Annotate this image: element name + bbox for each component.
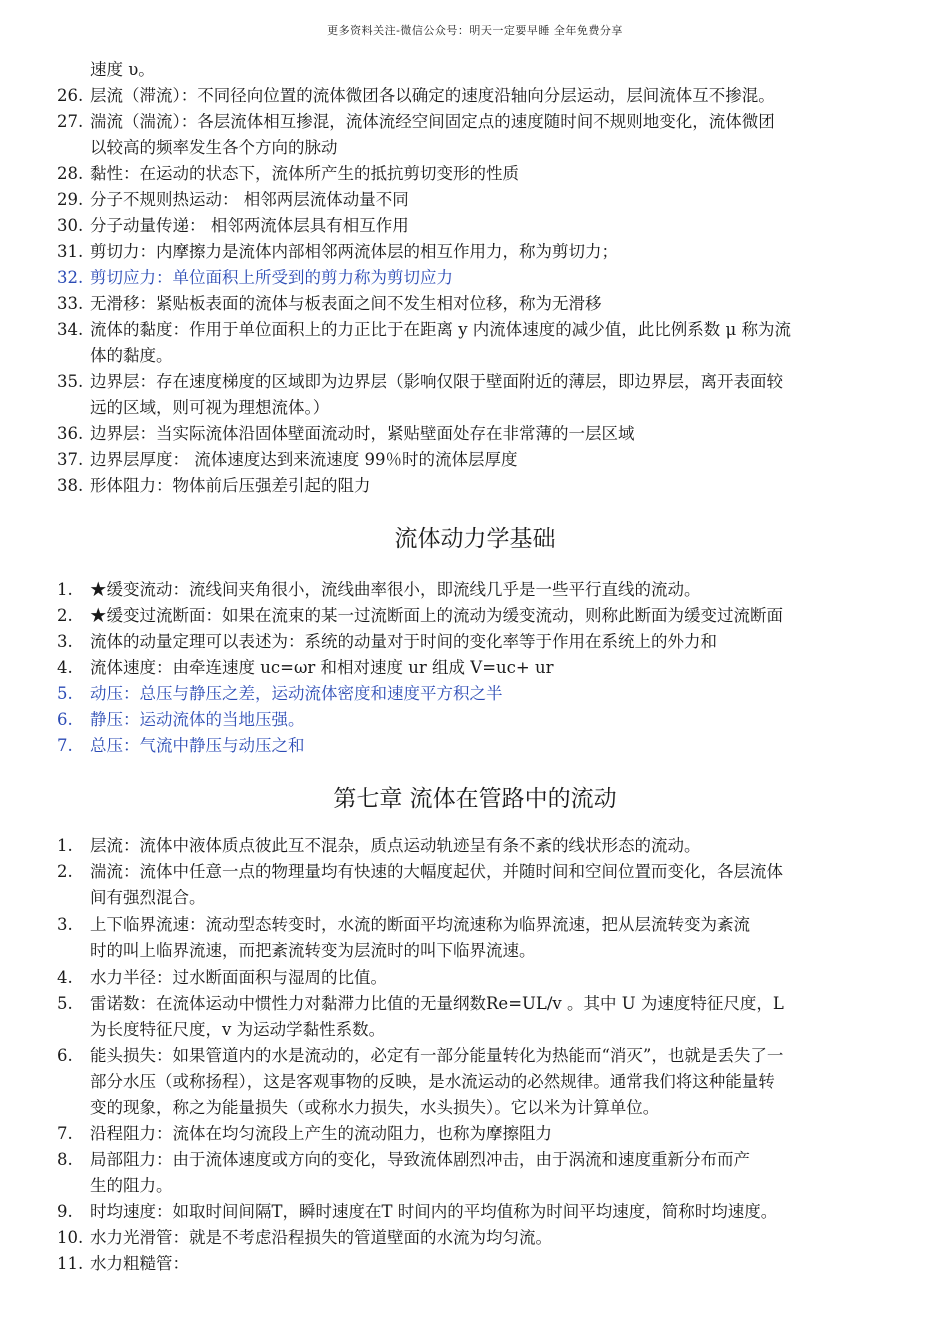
item-text: 时均速度：如取时间间隔T，瞬时速度在T 时间内的平均值称为时间平均速度，简称时均速度。 [90, 1202, 778, 1221]
item-number: 29. [57, 190, 84, 209]
item-number: 9. [57, 1202, 73, 1221]
item-text: 局部阻力：由于流体速度或方向的变化，导致流体剧烈冲击，由于涡流和速度重新分布而产 [90, 1150, 750, 1169]
item-text: 雷诺数：在流体运动中惯性力对黏滞力比值的无量纲数Re=UL/v 。其中 U 为速度特征尺度，L [90, 994, 784, 1013]
item-number: 10. [57, 1228, 84, 1247]
item-number: 31. [57, 242, 84, 261]
item-text: 层流：流体中液体质点彼此互不混杂，质点运动轨迹呈有条不紊的线状形态的流动。 [90, 836, 701, 855]
item-text: 动压：总压与静压之差，运动流体密度和速度平方积之半 [90, 684, 503, 703]
item-text: 湍流：流体中任意一点的物理量均有快速的大幅度起伏，并随时间和空间位置而变化，各层流体 [90, 862, 783, 881]
item-text-continued: 时的叫上临界流速，而把紊流转变为层流时的叫下临界流速。 [90, 941, 536, 960]
item-text: 水力粗糙管： [90, 1254, 189, 1273]
item-text: 沿程阻力：流体在均匀流段上产生的流动阻力，也称为摩擦阻力 [90, 1124, 552, 1143]
item-number: 32. [57, 268, 84, 287]
item-text: 水力光滑管：就是不考虑沿程损失的管道壁面的水流为均匀流。 [90, 1228, 552, 1247]
item-text: 流体速度：由牵连速度 uc=ωr 和相对速度 ur 组成 V=uc+ ur [90, 658, 554, 677]
item-text: 流体的黏度：作用于单位面积上的力正比于在距离 y 内流体速度的减少值，此比例系数 μ 称为流 [90, 320, 792, 339]
item-text: ★缓变流动：流线间夹角很小，流线曲率很小，即流线几乎是一些平行直线的流动。 [90, 580, 701, 599]
item-text: 分子不规则热运动： 相邻两层流体动量不同 [90, 190, 409, 209]
item-text-continued: 远的区域，则可视为理想流体。） [90, 398, 330, 417]
item-text: 边界层：当实际流体沿固体壁面流动时，紧贴壁面处存在非常薄的一层区域 [90, 424, 635, 443]
item-text: 湍流（湍流）：各层流体相互掺混，流体流经空间固定点的速度随时间不规则地变化，流体微团 [90, 112, 775, 131]
item-text: 上下临界流速：流动型态转变时，水流的断面平均流速称为临界流速，把从层流转变为紊流 [90, 915, 750, 934]
item-text: 静压：运动流体的当地压强。 [90, 710, 305, 729]
section-heading-dynamics: 流体动力学基础 [394, 526, 556, 552]
item-text: 总压：气流中静压与动压之和 [90, 736, 305, 755]
item-text: 剪切力：内摩擦力是流体内部相邻两流体层的相互作用力，称为剪切力； [90, 242, 618, 261]
item-text: 水力半径：过水断面面积与湿周的比值。 [90, 968, 387, 987]
item-number: 26. [57, 86, 84, 105]
item-number: 1. [57, 836, 73, 855]
item-number: 38. [57, 476, 84, 495]
item-number: 4. [57, 658, 73, 677]
item-text: 层流（滞流）：不同径向位置的流体微团各以确定的速度沿轴向分层运动，层间流体互不掺混。 [90, 86, 775, 105]
item-number: 34. [57, 320, 84, 339]
item-number: 5. [57, 994, 73, 1013]
item-number: 1. [57, 580, 73, 599]
item-number: 11. [57, 1254, 84, 1273]
page-header: 更多资料关注-微信公众号：明天一定要早睡 全年免费分享 [327, 24, 623, 37]
item-text: 边界层厚度： 流体速度达到来流速度 99％时的流体层厚度 [90, 450, 518, 469]
item-text-continued: 部分水压（或称扬程），这是客观事物的反映，是水流运动的必然规律。通常我们将这种能量转 [90, 1072, 775, 1091]
item-number: 2. [57, 862, 73, 881]
item-text-continued: 为长度特征尺度，v 为运动学黏性系数。 [90, 1020, 386, 1039]
item-text: 边界层：存在速度梯度的区域即为边界层（影响仅限于壁面附近的薄层，即边界层，离开表面较 [90, 372, 783, 391]
item-number: 35. [57, 372, 84, 391]
item-text-continued: 体的黏度。 [90, 346, 173, 365]
item-text: 黏性：在运动的状态下，流体所产生的抵抗剪切变形的性质 [90, 164, 519, 183]
item-number: 8. [57, 1150, 73, 1169]
item-text: 无滑移：紧贴板表面的流体与板表面之间不发生相对位移，称为无滑移 [90, 294, 602, 313]
item-number: 5. [57, 684, 73, 703]
item-number: 37. [57, 450, 84, 469]
section-heading-chapter7: 第七章 流体在管路中的流动 [333, 786, 617, 812]
item-number: 3. [57, 915, 73, 934]
item-text-continued: 变的现象，称之为能量损失（或称水力损失，水头损失）。它以米为计算单位。 [90, 1098, 660, 1117]
item-text-continued: 以较高的频率发生各个方向的脉动 [90, 138, 338, 157]
item-number: 33. [57, 294, 84, 313]
item-number: 7. [57, 1124, 73, 1143]
item-text: 流体的动量定理可以表述为：系统的动量对于时间的变化率等于作用在系统上的外力和 [90, 632, 717, 651]
item-number: 30. [57, 216, 84, 235]
item-number: 7. [57, 736, 73, 755]
item-text-continued: 生的阻力。 [90, 1176, 173, 1195]
item-text: 能头损失：如果管道内的水是流动的，必定有一部分能量转化为热能而“消灭”，也就是丢失了一 [90, 1046, 784, 1065]
item-number: 27. [57, 112, 84, 131]
item-text-continued: 间有强烈混合。 [90, 888, 206, 907]
item-number: 2. [57, 606, 73, 625]
item-text: 剪切应力：单位面积上所受到的剪力称为剪切应力 [90, 268, 453, 287]
item-number: 3. [57, 632, 73, 651]
item-number: 28. [57, 164, 84, 183]
item-number: 6. [57, 1046, 73, 1065]
item-text: 分子动量传递： 相邻两流体层具有相互作用 [90, 216, 409, 235]
item-number: 4. [57, 968, 73, 987]
item-number: 6. [57, 710, 73, 729]
item-number: 36. [57, 424, 84, 443]
continued-text: 速度 υ。 [90, 60, 155, 79]
item-text: 形体阻力：物体前后压强差引起的阻力 [90, 476, 371, 495]
item-text: ★缓变过流断面：如果在流束的某一过流断面上的流动为缓变流动，则称此断面为缓变过流断面 [90, 606, 783, 625]
